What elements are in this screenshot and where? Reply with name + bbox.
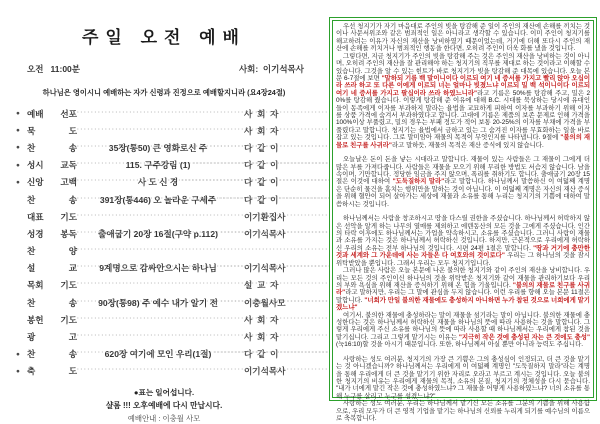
order-item-person: 이기석목사: [244, 263, 286, 274]
order-list: [0, 105, 328, 380]
sermon-text: 라고 기름은 50%를 탕감해 주고, 밀은 20%를 탕감해 줬습니다. 이렇게 탕감해 준 이유에 대해 B.C. 시대를 묵상하는 당시에 유대인들이 동족에게 이자를 부과하지 말라는 율법을 교묘하게 피하여 이자를 부과하기 위해 이자를 상품 가격에 숨겨서 부과하였다고 합니다. 고대에 기름은 제품의 보존 문제로 인해 가격을 100%이상 부풀렸고, 밀의 경우는 부패 정도가 적어 보통 20-25%의 이자를 부채에 가격을 부풀렸다고 말합니다. 청지기는 율법에서 금하고 있는 그 숨겨진 이자를 무효화하는 일을 바로잡고 있는 것입니다. 그로 말미암아 재물의 목적이 무엇인지를 나타냅니다. 9절에: [336, 89, 590, 142]
order-row: [16, 139, 306, 156]
order-item-label: 대표 기도: [27, 211, 77, 222]
sermon-text: (눅16:10)할 것을 아시기 때문입니다. 또한, 하나님께서 아실 뿐만 아니라 능력도 주십니다.: [336, 341, 584, 349]
order-item-person: 이충월사모: [244, 297, 286, 308]
dotted-leader: [77, 333, 239, 339]
sermon-text: 그러나 많은 사람은 오늘 본문에 나온 불의한 청지기와 같이 주인의 재산을 낭비합니다. 우리는 모든 것의 주인이신 하나님의 것을 위탁받은 청지기와 같이 재물을 관리하기보다 우리의 부와 욕심을 위해 재산을 증식하기 위해 온 힘을 기울입니다.: [336, 267, 590, 289]
scripture-quote: "너희가 만일 불의한 재물에도 충성하지 아니하면 누가 참된 것으로 너희에게 맡기겠느냐": [336, 296, 590, 312]
meta-row: [0, 63, 328, 75]
order-item-label: 신앙 고백: [27, 177, 77, 188]
order-item-content: 35장(통50) 큰 영화로신 주: [108, 142, 208, 153]
sermon-text: 우선 청지기가 자기 마음대로 주인의 빚을 탕감해 준 일이 주인의 재산에 손해를 끼치는 것이나 사문서위조와 같은 범죄적인 일은 아니라고 생각할 수 있습니다. 이미 주인이 청지기를 해고하려는 이유가 자신의 재산을 낭비하였기 때문이었는데, 거기에 더해 또다시 주인의 재산에 손해를 끼치거나 범죄적인 행동을 한다면, 오히려 주인이 더욱 화를 냈을 것입니다.: [336, 23, 590, 53]
dotted-leader: [77, 281, 239, 287]
order-row: [16, 225, 306, 242]
dotted-leader: [77, 110, 239, 116]
dotted-leader: [77, 161, 123, 167]
sermon-paragraph: [336, 215, 590, 267]
order-item-person: 사 회 자: [244, 125, 279, 136]
sermon-text: 사랑하는 성도 여러분, 청지기의 가장 큰 기쁨은 그의 충성심이 인정되고, 더 큰 것을 맡기는 것 아니겠습니까? 하나님께서는 우리에게 이 여덟째 계명인 "도둑질하지 말라"라는 계명을 통해 우리에게 더 큰 것을 맡기기 위한 자리로 오라고 부르고 계시는 것입니다. 오늘 불의한 청지기의 비유는 우리에게 재물의 목적, 소유의 본질, 청지기의 정체성을 다시 묻습니다. "내가 너에게 맡긴 작은 것에 충성하였느냐? 그 재물을 어떻게 사용하였느냐? 너의 소유를 통해 누구를 살리고 누구를 섬겼느냐?": [336, 355, 590, 400]
scripture-quote: "땅과 거기에 충만한 것과 세계와 그 가운데에 사는 자들은 다 여호와의 것이로다": [336, 244, 591, 260]
dotted-leader: [77, 264, 96, 270]
sermon-paragraph: [336, 156, 590, 208]
dotted-leader: [221, 230, 239, 236]
order-item-content: 115. 구주강림 (1): [125, 160, 191, 171]
sermon-text: 라고 말하지만, 우리는 그 말에 관심을 두지 않습니다. 이런 우리를 향해 오늘 본문 11절은 말합니다.: [336, 289, 590, 304]
order-item-label: 예배 선포: [27, 108, 77, 119]
sermon-text: 그렇다면, 지금 청지기가 주인의 빚을 탕감해 주는 것은 주인의 재산을 낭비하는 것이 아니며, 오히려 주인의 재산을 잘 관리해야 하는 청지기의 직무를 제대로 하는 것이라고 이해할 수 있습니다. 그것을 알 수 있는 힌트가 바로 청지기가 빚을 탕감해 준 대목에 있습니다. 오늘 본문 6-7절에 보면: [336, 52, 590, 82]
order-item-person: 다 같 이: [244, 349, 279, 360]
sermon-text: 사랑하는 성도 여러분, 우리는 하나님께서 맡기신 모든 소유를 그분의 기쁨을 위해 사용함으로, 우리 모두가 더 큰 영적 기업을 맡기는 하나님의 신뢰를 누리게 되기를 예수님의 이름으로 축복합니다.: [336, 400, 590, 423]
order-item-label: 성경 봉독: [27, 228, 77, 239]
order-row: [16, 294, 306, 311]
sermon-paragraph: [336, 267, 590, 312]
stand-marker-icon: ●: [16, 161, 20, 169]
dotted-leader: [219, 196, 239, 202]
order-row: [16, 311, 306, 328]
dotted-leader: [77, 178, 135, 184]
sermon-paragraph: [336, 23, 590, 53]
dotted-leader: [210, 144, 239, 150]
dotted-leader: [77, 213, 239, 219]
order-item-label: 성시 교독: [27, 160, 77, 171]
dotted-leader: [77, 144, 106, 150]
order-item-label: 묵 도: [27, 125, 77, 136]
footer: [0, 387, 328, 424]
scripture-quote: "불의의 재물로 친구를 사귀라": [336, 281, 590, 297]
stand-marker-icon: ●: [16, 350, 20, 358]
dotted-leader: [193, 161, 239, 167]
scripture-quote: "말하되 기름 백 말이니이다 이르되 여기 네 증서를 가지고 빨리 앉아 오십이라 쓰라 하고 또 다른 이에게 이르되 너는 얼마나 빚졌느냐 이르되 밀 백 석이니이다 이르되 여기 네 증서를 가지고 팔십이라 쓰라 하였느니라": [336, 74, 590, 97]
order-item-label: 찬 송: [27, 349, 77, 360]
dotted-leader: [221, 299, 239, 305]
sermon-panel: [329, 17, 597, 423]
dotted-leader: [77, 196, 97, 202]
sermon-paragraph: [336, 53, 590, 149]
order-item-person: 다 같 이: [244, 177, 279, 188]
order-row: [16, 363, 306, 380]
order-row: [16, 260, 306, 277]
order-item-label: 찬 송: [27, 297, 77, 308]
page-title: 주일 오전 예배: [82, 28, 246, 47]
order-item-label: 찬 송: [27, 194, 77, 205]
usher-note: 예배안내 : 이충월 사모: [127, 414, 201, 423]
order-item-label: 광 고: [27, 332, 77, 343]
order-row: [16, 157, 306, 174]
order-item-person: 사 회 자: [244, 108, 279, 119]
order-item-label: 목회 기도: [27, 280, 77, 291]
stand-note: ●표는 일어섭니다.: [133, 388, 195, 397]
order-row: [16, 208, 306, 225]
order-item-person: 다 같 이: [244, 160, 279, 171]
sermon-text: 라고 말합니다. 하나님께서 말씀하신 이 여덟째 계명은 단순히 물건을 훔치는 행위만을 말하는 것이 아닙니다. 이 여덟째 계명은 자신의 재산 증식을 위해 혈안이 되어 살아가는 세상에 재물과 소유를 통해 누리는 청지기의 기쁨에 대하여 말씀하시는 것입니다.: [336, 178, 590, 208]
dotted-leader: [181, 178, 239, 184]
stand-marker-icon: ●: [16, 367, 20, 375]
dotted-leader: [77, 247, 239, 253]
order-item-content: 사 도 신 경: [137, 177, 179, 188]
order-item-person: 설 교 자: [244, 280, 279, 291]
order-item-content: 620장 여기에 모인 우리(1절): [104, 349, 212, 360]
order-item-person: 이기환집사: [244, 211, 286, 222]
order-row: [16, 191, 306, 208]
dotted-leader: [77, 367, 239, 373]
order-item-content: 9계명으로 감싸안으시는 하나님: [99, 263, 217, 274]
order-item-person: 이기석목사: [244, 228, 286, 239]
sermon-text: 하나님께서는 사람을 창조하시고 땅을 다스릴 권한을 주셨습니다. 하나님께서 허락하지 않은 선악을 알게 하는 나무의 열매를 제외하고 에덴동산의 모든 것을 그에게 주셨습니다. 인간의 타락 이후에도 하나님께서는 가업을 약속하시고, 소유를 주셨습니다. 그러니 사람이 재물과 소유를 가지는 것은 하나님께서 허락하신 것입니다. 하지만, 근본적으로 우리에게 허락하신 우리의 소유는 전부 하나님의 것입니다. 시편 24편 1절은 말합니다.: [336, 215, 590, 252]
opening-verse: 하나님은 영이시니 예배하는 자가 신령과 진정으로 예배할지니라 (요4장24절): [42, 88, 286, 97]
service-time: 오전 11:00분: [27, 64, 80, 74]
sermon-paragraph: [336, 400, 590, 422]
order-item-content: 출애굽기 20장 16절(구약 p.112): [98, 228, 218, 239]
scripture-quote: "불의의 재물로 친구를 사귀라": [336, 134, 591, 149]
order-item-label: 찬 양: [27, 246, 77, 257]
order-item-person: 이기석목사: [244, 366, 286, 377]
stand-marker-icon: ●: [16, 178, 20, 186]
order-item-label: 찬 송: [27, 142, 77, 153]
dotted-leader: [214, 350, 239, 356]
order-row: [16, 122, 306, 139]
presider-name: 사회: 이기석목사: [238, 64, 304, 74]
sermon-paragraph: [336, 356, 590, 401]
order-row: [16, 346, 306, 363]
scripture-quote: "도둑질하지 말라": [392, 178, 445, 186]
scripture-quote: "지극히 작은 것에 충성된 자는 큰 것에도 충성": [458, 333, 591, 341]
order-row: [16, 328, 306, 345]
dotted-leader: [77, 127, 239, 133]
stand-marker-icon: ●: [16, 110, 20, 118]
order-item-content: 391장(통446) 오 놀라운 구세주: [99, 194, 217, 205]
sermon-paragraph: [336, 312, 590, 349]
order-row: [16, 174, 306, 191]
order-row: [16, 243, 306, 260]
sermon-text: 여기서, 불의한 재물에 충성하라는 말이 재물을 섬기라는 말이 아닙니다. 불의한 재물에 충성한다는 것은 하나님께서 허락하신 재물을 하나님의 뜻에 따라 사용하는 것을 말합니다. 그렇게 우리에게 주신 소유를 하나님의 뜻에 따라 사용할 때 하나님께서는 우리에게 참된 것을 맡기십니다. 그리고 그렇게 맡기시는 이유는: [336, 311, 590, 341]
sermon-text: 우리는 그 하나님의 것을 잠시 위탁받았을 뿐입니다. 그래서 우리는 모두 청지기입니다.: [336, 252, 590, 267]
stand-marker-icon: ●: [16, 127, 20, 135]
dotted-leader: [77, 316, 239, 322]
order-item-label: 봉헌 기도: [27, 314, 77, 325]
order-item-person: 다 같 이: [244, 142, 279, 153]
sermon-text: 라고 말하듯, 재물의 목적은 재산 증식에 있지 않습니다.: [391, 141, 544, 149]
order-item-person: 사 회 자: [244, 314, 279, 325]
order-row: [16, 277, 306, 294]
shalom-note: 샬롬 !!! 오후예배에 다시 만납시다.: [105, 401, 223, 410]
dotted-leader: [77, 350, 102, 356]
order-item-content: 90장(통98) 주 예수 내가 알기 전: [98, 297, 218, 308]
sermon-text: 오늘날은 돈이 돈을 낳는 시대라고 말합니다. 재물이 있는 사람들은 그 재물이 그에게 더 많은 부를 가져다줍니다. 사람들은 재물을 모으기 위해 무리한 방법도 서슴지 않습니다. 남을 속이며, 기만합니다. 정당한 임금을 주지 않으며, 폭리를 취하기도 합니다. 출애굽기 20장 15절은 이것에 대하여: [336, 156, 590, 186]
dotted-leader: [77, 230, 95, 236]
stand-marker-icon: ●: [16, 144, 20, 152]
order-item-label: 설 교: [27, 263, 77, 274]
order-item-person: 다 같 이: [244, 194, 279, 205]
order-item-label: 축 도: [27, 366, 77, 377]
order-item-person: 사 회 자: [244, 332, 279, 343]
dotted-leader: [220, 264, 239, 270]
order-row: [16, 105, 306, 122]
dotted-leader: [77, 299, 95, 305]
